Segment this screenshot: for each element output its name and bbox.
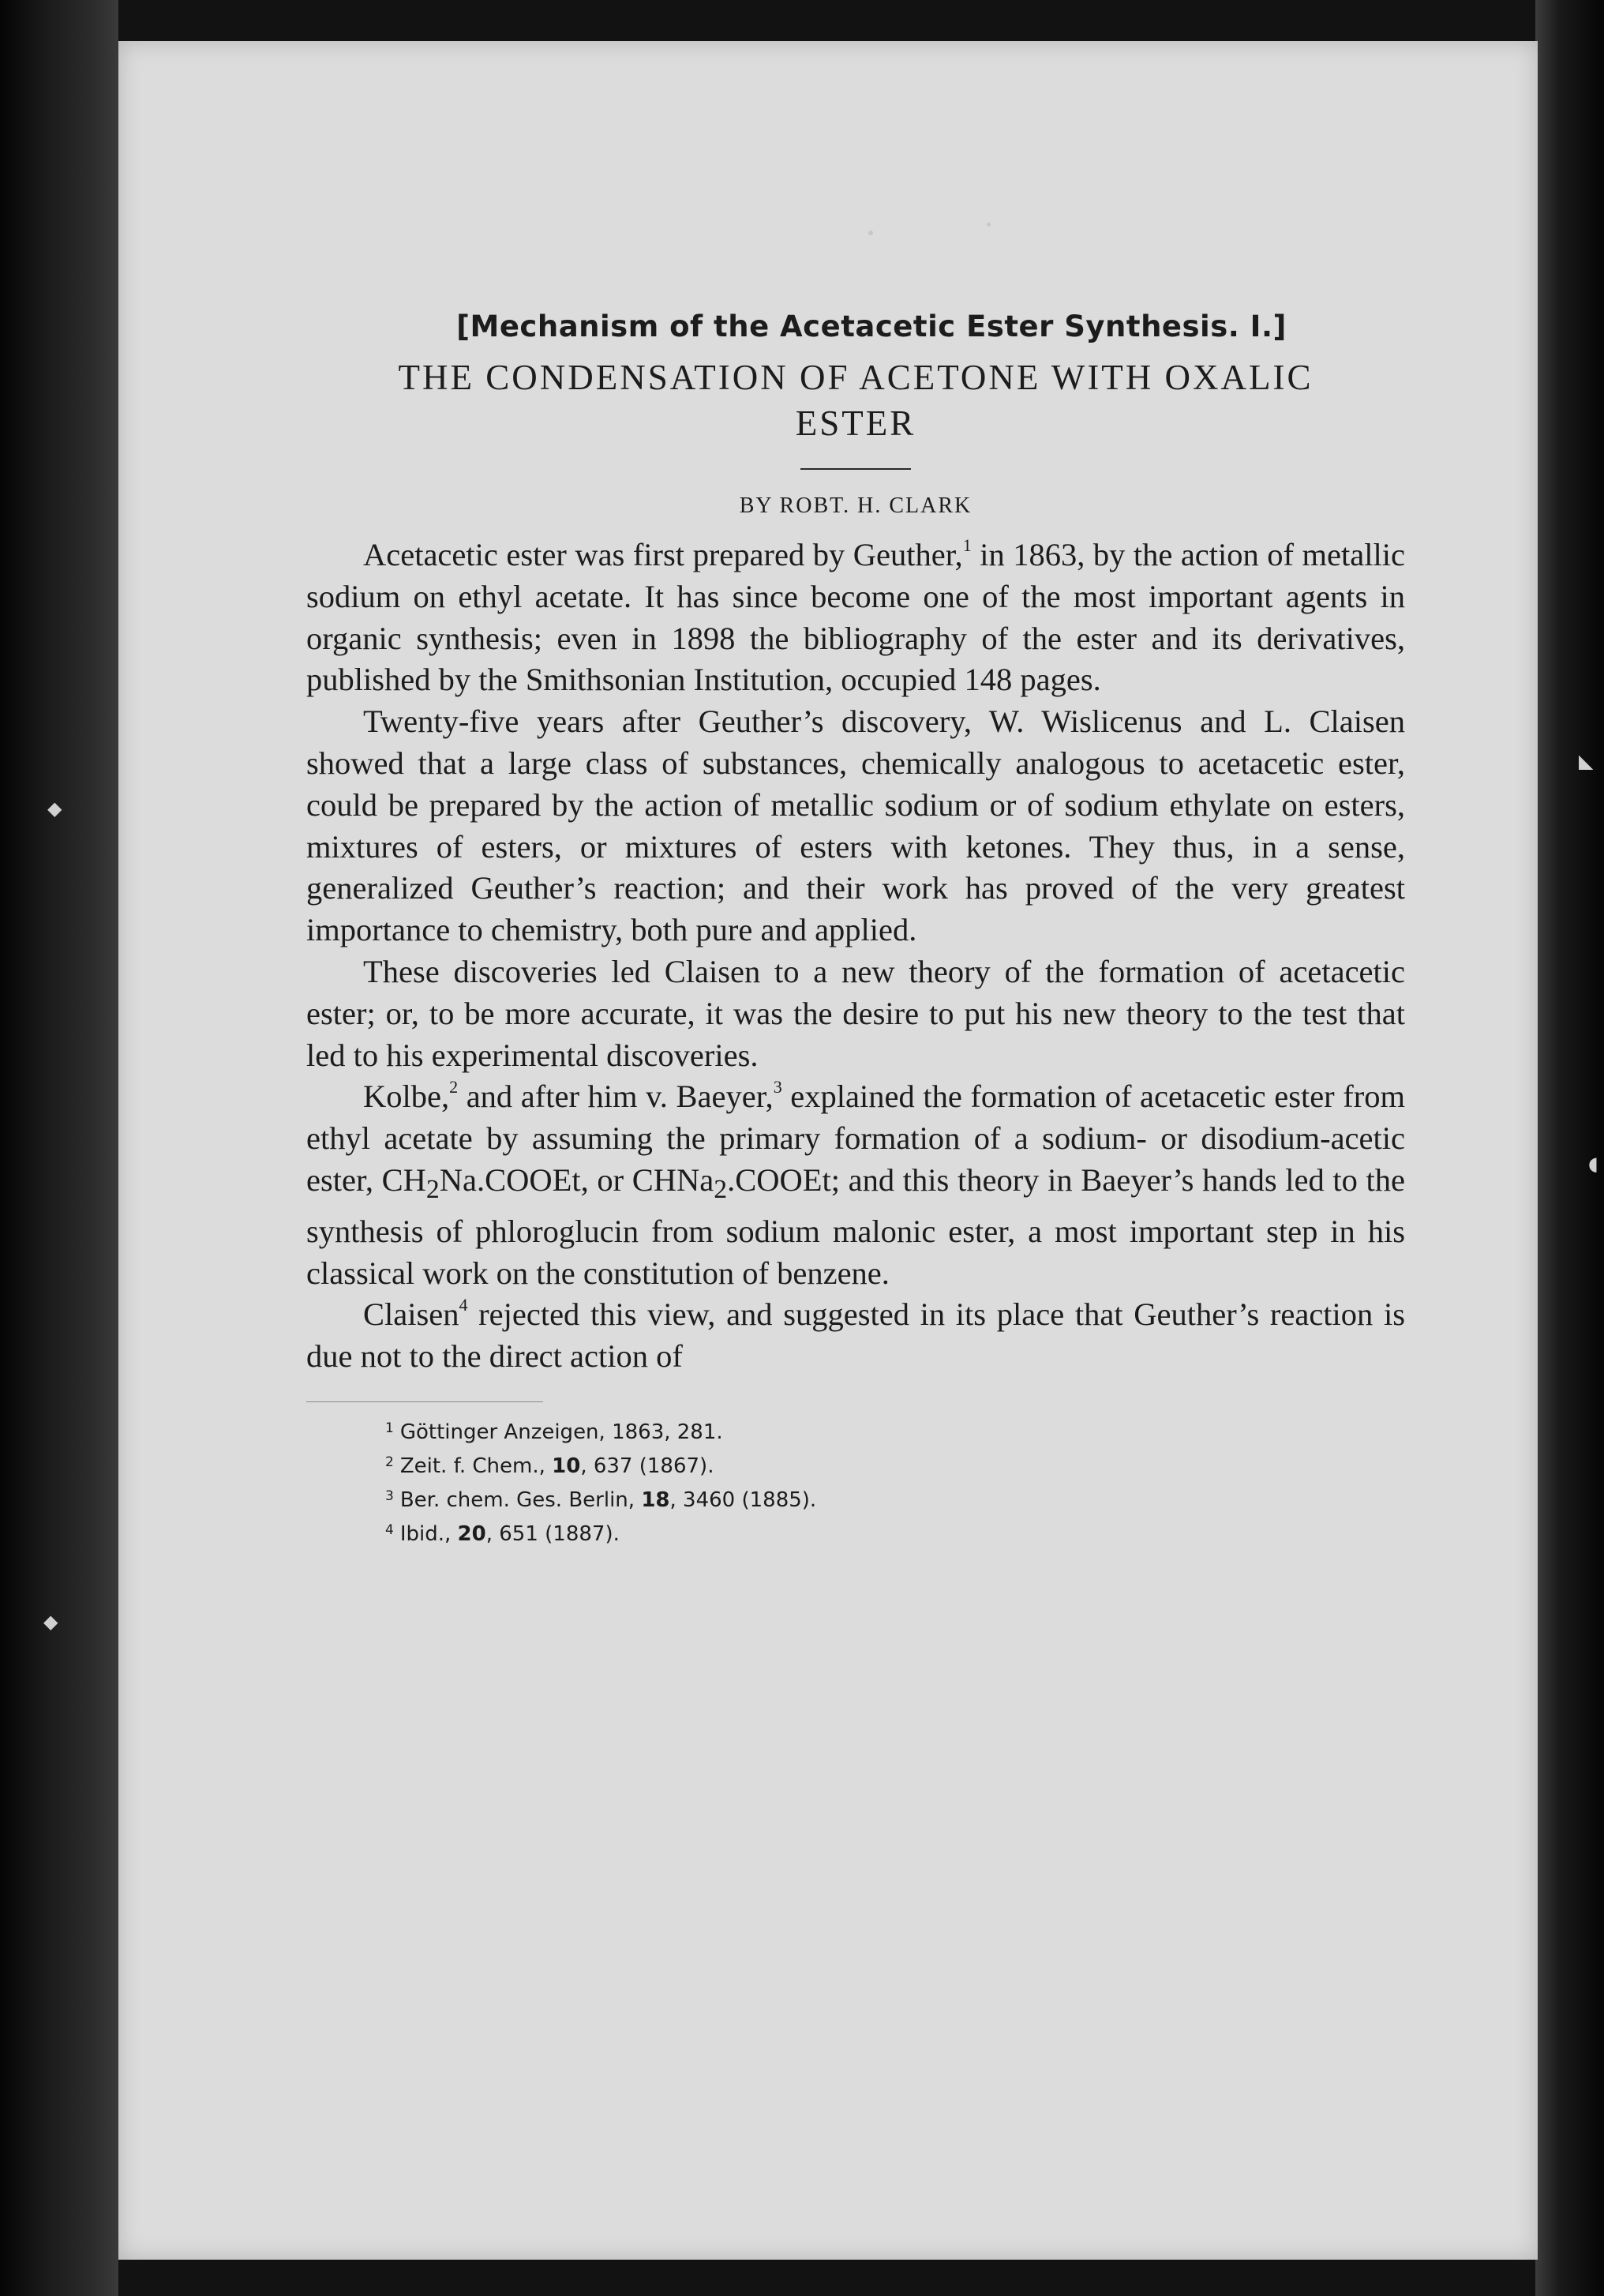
margin-speck: ◆: [43, 1611, 58, 1633]
footnote-ref: 1: [962, 535, 972, 555]
footnote-number: 4: [385, 1522, 394, 1539]
footnote-ref: 3: [773, 1076, 782, 1097]
paragraph-1: [306, 535, 1405, 701]
formula-subscript: 2: [714, 1175, 728, 1205]
footnote-volume: 10: [552, 1454, 581, 1479]
paragraph-text: in 1863, by the action of metallic sodium on ethyl acetate. It has since become one of the most important agents in organic synthesis; even in 1898 the bibliography of the ester and its derivatives, published by the Smithsonian Institution, occupied 148 pages.: [306, 537, 1405, 698]
paragraph-text: .COOEt; and this theory in Baeyer’s hands led to the synthesis of phloroglucin from sodium malonic ester, a most important step in his classical work on the constitution of benzene.: [306, 1161, 1405, 1291]
series-title: [Mechanism of the Acetacetic Ester Synthesis. I.]: [456, 310, 1287, 343]
footnote-volume: 18: [641, 1488, 670, 1513]
article-title-line-1: THE CONDENSATION OF ACETONE WITH OXALIC: [398, 358, 1314, 397]
paragraph-text: Acetacetic ester was first prepared by Geuther,: [363, 537, 963, 572]
margin-speck: ◖: [1588, 1153, 1598, 1175]
footnote-1: [385, 1416, 1405, 1450]
paper-speck: [868, 231, 873, 235]
footnotes: [306, 1416, 1405, 1552]
paragraph-text: explained the formation of acetacetic ester from ethyl acetate by assuming the primary formation of a sodium- or disodium-acetic ester, CH: [306, 1079, 1405, 1198]
footnote-ref: 2: [449, 1076, 459, 1097]
footnote-text: , 637 (1867).: [580, 1454, 714, 1479]
footnote-volume: 20: [457, 1522, 486, 1547]
footnote-text: Zeit. f. Chem.,: [399, 1454, 553, 1479]
paragraph-text: rejected this view, and suggested in its place that Geuther’s reaction is due not to the direct action of: [306, 1296, 1405, 1375]
margin-speck: ◆: [47, 797, 62, 820]
article-title: [306, 355, 1405, 446]
footnote-4: [385, 1518, 1405, 1552]
footnote-text: Ibid.,: [399, 1522, 458, 1547]
document-page: [118, 41, 1538, 2260]
author-byline: BY ROBT. H. CLARK: [739, 493, 973, 518]
footnote-number: 2: [385, 1454, 394, 1471]
title-divider: [800, 468, 911, 470]
formula-subscript: 2: [425, 1175, 440, 1205]
paper-speck: [987, 223, 991, 227]
footnote-text: , 651 (1887).: [485, 1522, 620, 1547]
footnote-text: Göttinger Anzeigen, 1863, 281.: [399, 1420, 723, 1445]
paragraph-text: Claisen: [363, 1296, 459, 1333]
article-body: [306, 535, 1405, 1378]
paragraph-2: Twenty-five years after Geuther’s discovery, W. Wislicenus and L. Claisen showed that a large class of substances, chemically analogous to acetacetic ester, could be prepared by the action of metallic sodium or of sodium ethylate on esters, mixtures of esters, or mixtures of esters with ketones. They thus, in a sense, generalized Geuther’s reaction; and their work has proved of the very greatest importance to chemistry, both pure and applied.: [306, 703, 1405, 948]
footnote-2: [385, 1450, 1405, 1484]
scan-left-edge: [0, 0, 118, 2296]
paragraph-3: These discoveries led Claisen to a new theory of the formation of acetacetic ester; or, to be more accurate, it was the desire to put his new theory to the test that led to his experimental discoveries.: [306, 953, 1405, 1073]
footnote-3: [385, 1484, 1405, 1518]
paragraph-text: and after him v. Baeyer,: [458, 1079, 774, 1115]
footnote-number: 1: [385, 1420, 394, 1437]
paragraph-text: Na.COOEt, or CHNa: [439, 1161, 714, 1198]
footnote-ref: 4: [459, 1294, 468, 1315]
footnote-divider: [306, 1401, 543, 1402]
paragraph-4: [306, 1076, 1405, 1294]
page-content: [306, 310, 1405, 1552]
footnote-text: , 3460 (1885).: [669, 1488, 817, 1513]
footnote-text: Ber. chem. Ges. Berlin,: [399, 1488, 642, 1513]
margin-speck: ◣: [1579, 750, 1594, 772]
article-title-line-2: ESTER: [795, 403, 916, 443]
scan-right-edge: [1535, 0, 1604, 2296]
footnote-number: 3: [385, 1488, 394, 1505]
paragraph-5: [306, 1294, 1405, 1378]
paragraph-text: Kolbe,: [363, 1079, 450, 1115]
